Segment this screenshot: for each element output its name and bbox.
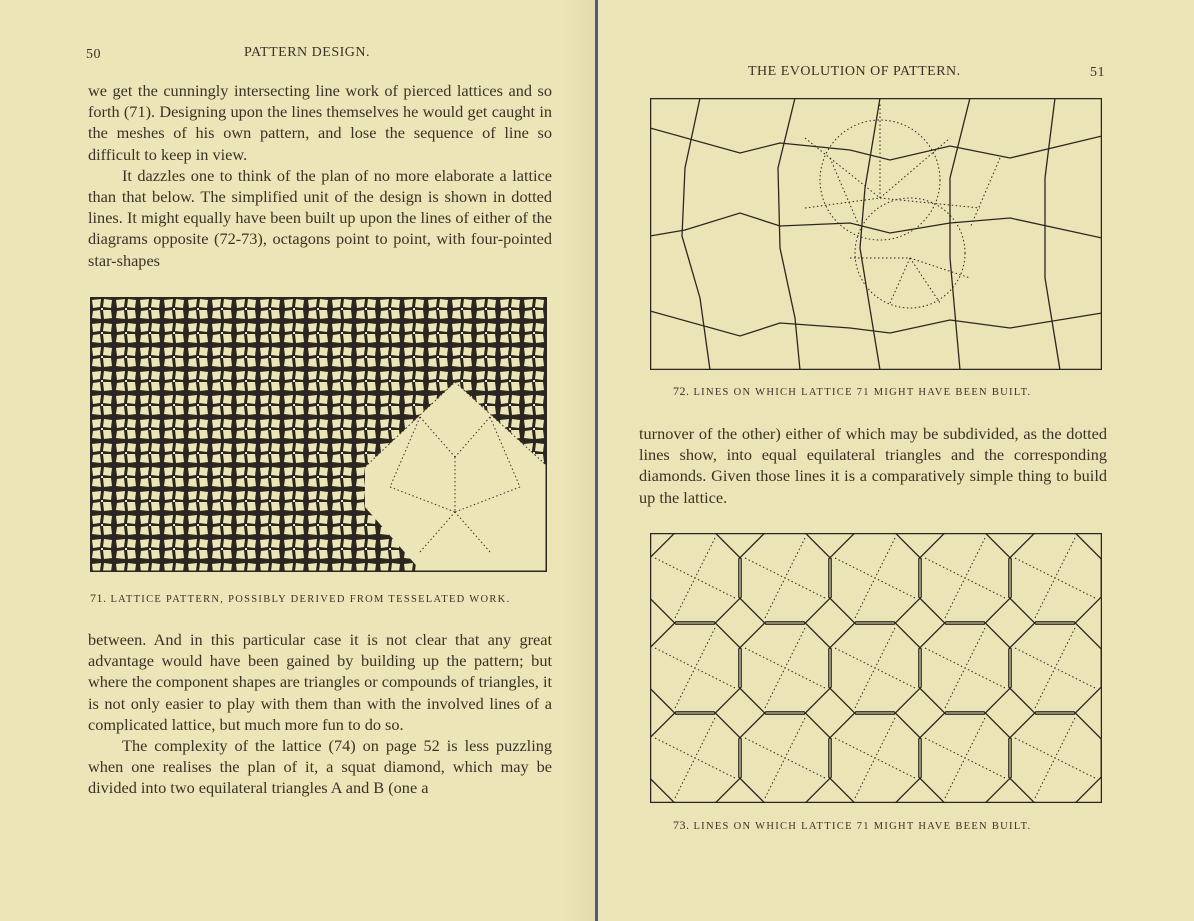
- figure-71-lattice: [90, 297, 547, 572]
- octagon-shape: [650, 712, 741, 803]
- paragraph: between. And in this particular case it is not clear that any great advantage would have been gained by building up the pattern; but where the component shapes are triangles or compounds of triangles, it is not only easier to play with them than with the involved lines of a complicated lattice, but much more fun to do so.: [88, 630, 552, 734]
- text-block-top: [88, 80, 552, 271]
- dotted-guide-line: [945, 538, 985, 618]
- dotted-guide-line: [765, 538, 805, 618]
- dotted-guide-line: [1035, 718, 1075, 798]
- paragraph: turnover of the other) either of which may be subdivided, as the dotted lines show, into equal equilateral triangles and the corresponding diamonds. Given those lines it is a comparatively simple thing to build up the lattice.: [639, 424, 1107, 507]
- running-head: PATTERN DESIGN.: [244, 45, 370, 60]
- dotted-guide-line: [675, 718, 715, 798]
- dotted-guide-line: [855, 628, 895, 708]
- gutter-shadow: [560, 0, 596, 921]
- dotted-guide-line: [945, 628, 985, 708]
- figure-72-caption: [673, 384, 1031, 399]
- running-head: THE EVOLUTION OF PATTERN.: [748, 64, 961, 79]
- paragraph: we get the cunningly intersecting line work of pierced lattices and so forth (71). Designing upon the lines themselves he would get caught in the meshes of his own pattern, and lose the sequence of line so difficult to keep in view.: [88, 81, 552, 164]
- figure-73-caption: [673, 818, 1031, 833]
- caption-number: 71.: [90, 591, 107, 605]
- text-block: [639, 423, 1107, 508]
- dotted-guide-line: [675, 538, 715, 618]
- page-number: 51: [1090, 65, 1105, 80]
- figure-71-caption: [90, 591, 511, 606]
- page-number: 50: [86, 47, 101, 62]
- paragraph: The complexity of the lattice (74) on page 52 is less puzzling when one realises the plan of it, a squat diamond, which may be divided into two equilateral triangles A and B (one a: [88, 736, 552, 798]
- left-page: [0, 0, 596, 921]
- dotted-guide-line: [765, 718, 805, 798]
- dotted-guide-line: [855, 538, 895, 618]
- dotted-guide-line: [1035, 628, 1075, 708]
- figure-73-diagram: [650, 533, 1102, 803]
- right-page: [598, 0, 1194, 921]
- caption-text: LINES ON WHICH LATTICE 71 MIGHT HAVE BEEN BUILT.: [693, 821, 1032, 832]
- text-block-bottom: [88, 629, 552, 799]
- dotted-guide-line: [675, 628, 715, 708]
- octagon-shape: [650, 533, 741, 624]
- dotted-guide-line: [945, 718, 985, 798]
- dotted-guide-line: [855, 718, 895, 798]
- paragraph: It dazzles one to think of the plan of no more elaborate a lattice than that below. The simplified unit of the design is shown in dotted lines. It might equally have been built up upon the lines of either of the diagrams opposite (72-73), octagons point to point, with four-pointed star-shapes: [88, 165, 552, 270]
- figure-72-diagram: [650, 98, 1102, 370]
- caption-text: LINES ON WHICH LATTICE 71 MIGHT HAVE BEEN BUILT.: [693, 387, 1032, 398]
- caption-number: 73.: [673, 818, 690, 832]
- dotted-guide-line: [765, 628, 805, 708]
- dotted-guide-line: [1035, 538, 1075, 618]
- caption-text: LATTICE PATTERN, POSSIBLY DERIVED FROM TESSELATED WORK.: [110, 594, 511, 605]
- caption-number: 72.: [673, 384, 690, 398]
